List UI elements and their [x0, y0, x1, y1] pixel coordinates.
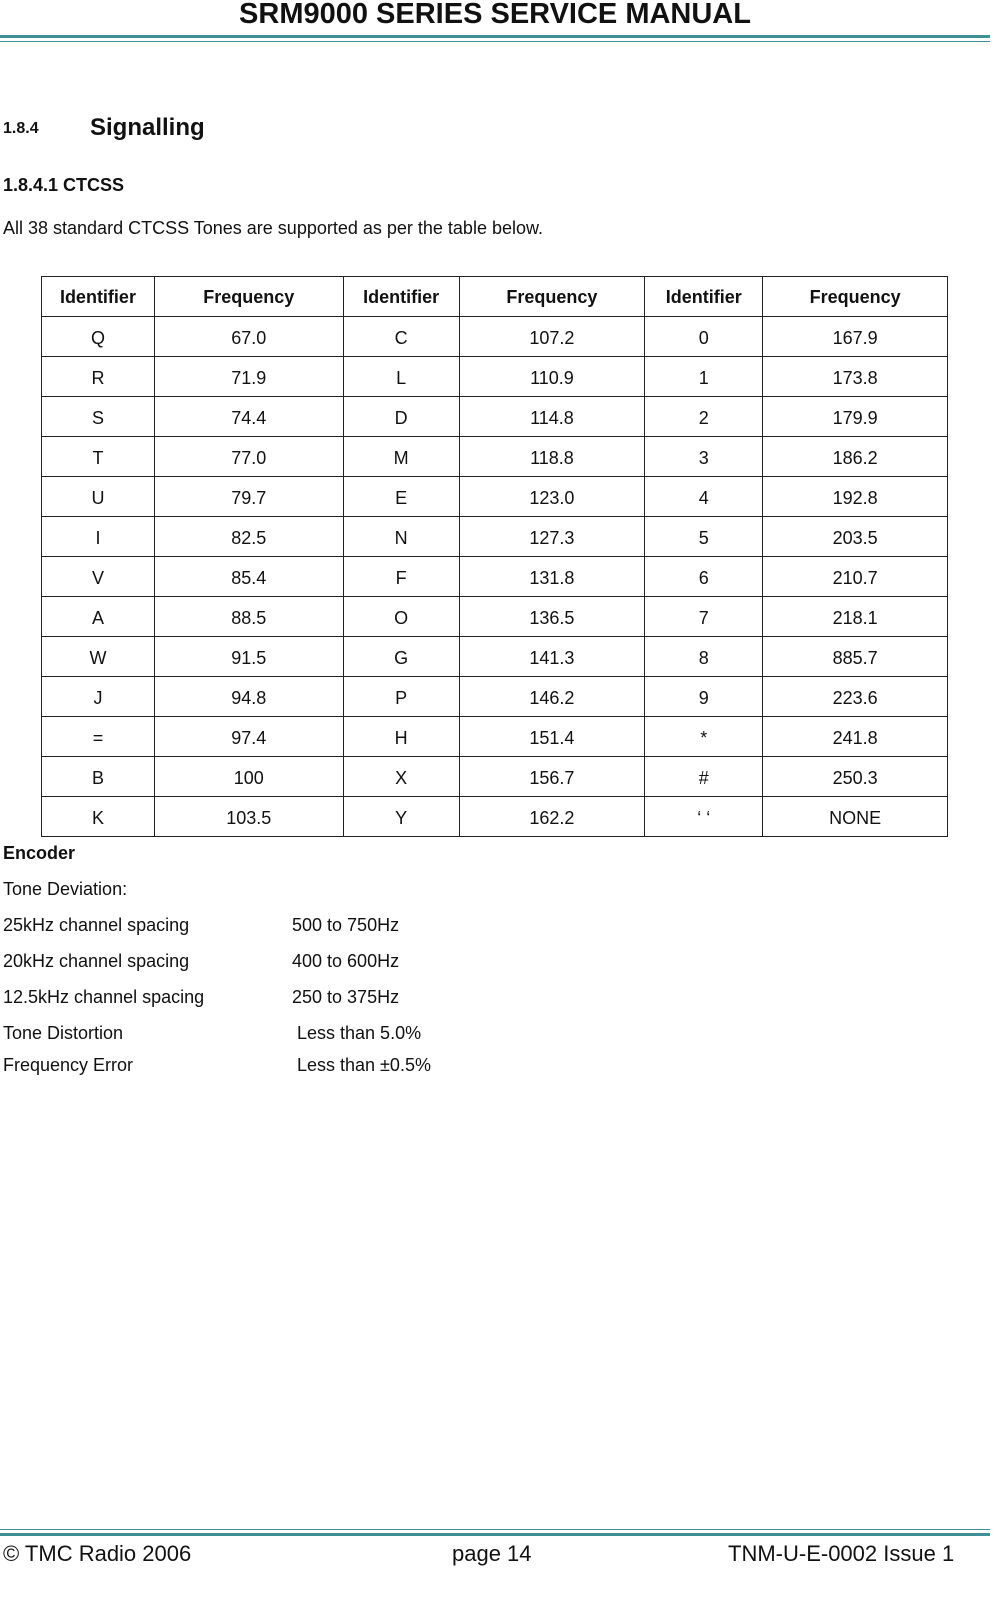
frequency-cell: 85.4	[154, 557, 343, 597]
footer-page-number: page 14	[452, 1541, 532, 1566]
identifier-cell: =	[42, 717, 155, 757]
intro-paragraph: All 38 standard CTCSS Tones are supported as per the table below.	[3, 218, 543, 238]
frequency-cell: 151.4	[459, 717, 645, 757]
frequency-cell: 146.2	[459, 677, 645, 717]
table-row	[42, 397, 948, 437]
table-row	[42, 437, 948, 477]
identifier-cell: 5	[645, 517, 763, 557]
frequency-cell: 103.5	[154, 797, 343, 837]
frequency-cell: 77.0	[154, 437, 343, 477]
identifier-cell: V	[42, 557, 155, 597]
frequency-cell: 100	[154, 757, 343, 797]
identifier-cell: H	[343, 717, 459, 757]
header-frequency: Frequency	[763, 277, 948, 317]
frequency-cell: 79.7	[154, 477, 343, 517]
identifier-cell: E	[343, 477, 459, 517]
identifier-cell: X	[343, 757, 459, 797]
table-row	[42, 637, 948, 677]
table-row	[42, 477, 948, 517]
spacing-value: 400 to 600Hz	[292, 951, 400, 971]
header-rule-thin	[0, 41, 990, 42]
frequency-cell: 186.2	[763, 437, 948, 477]
table-row	[42, 677, 948, 717]
identifier-cell: 9	[645, 677, 763, 717]
frequency-cell: 250.3	[763, 757, 948, 797]
identifier-cell: 3	[645, 437, 763, 477]
table-header-row	[42, 277, 948, 317]
frequency-cell: 118.8	[459, 437, 645, 477]
identifier-cell: D	[343, 397, 459, 437]
table-row	[42, 797, 948, 837]
frequency-error-value: Less than ±0.5%	[297, 1055, 431, 1075]
identifier-cell: F	[343, 557, 459, 597]
header-frequency: Frequency	[154, 277, 343, 317]
frequency-cell: 162.2	[459, 797, 645, 837]
frequency-cell: 210.7	[763, 557, 948, 597]
footer-document-id: TNM-U-E-0002 Issue 1	[728, 1541, 955, 1566]
tone-deviation-label: Tone Deviation:	[3, 879, 128, 899]
identifier-cell: U	[42, 477, 155, 517]
identifier-cell: *	[645, 717, 763, 757]
frequency-cell: 241.8	[763, 717, 948, 757]
section-title: Signalling	[90, 114, 205, 141]
ctcss-table	[41, 276, 948, 837]
frequency-cell: 123.0	[459, 477, 645, 517]
frequency-cell: 110.9	[459, 357, 645, 397]
table-row	[42, 317, 948, 357]
frequency-cell: 131.8	[459, 557, 645, 597]
identifier-cell: A	[42, 597, 155, 637]
frequency-cell: 136.5	[459, 597, 645, 637]
identifier-cell: N	[343, 517, 459, 557]
identifier-cell: T	[42, 437, 155, 477]
identifier-cell: L	[343, 357, 459, 397]
identifier-cell: W	[42, 637, 155, 677]
header-rule	[0, 35, 990, 38]
header-identifier: Identifier	[645, 277, 763, 317]
encoder-title: Encoder	[3, 843, 76, 863]
table-row	[42, 717, 948, 757]
header-identifier: Identifier	[42, 277, 155, 317]
identifier-cell: ‘ ‘	[645, 797, 763, 837]
frequency-cell: NONE	[763, 797, 948, 837]
identifier-cell: B	[42, 757, 155, 797]
frequency-cell: 156.7	[459, 757, 645, 797]
identifier-cell: Q	[42, 317, 155, 357]
frequency-cell: 192.8	[763, 477, 948, 517]
frequency-cell: 97.4	[154, 717, 343, 757]
identifier-cell: S	[42, 397, 155, 437]
frequency-cell: 107.2	[459, 317, 645, 357]
tone-distortion-value: Less than 5.0%	[297, 1023, 422, 1043]
identifier-cell: P	[343, 677, 459, 717]
identifier-cell: 8	[645, 637, 763, 677]
table-row	[42, 557, 948, 597]
identifier-cell: M	[343, 437, 459, 477]
frequency-cell: 88.5	[154, 597, 343, 637]
table-body	[42, 317, 948, 837]
spacing-value: 250 to 375Hz	[292, 987, 400, 1007]
frequency-cell: 94.8	[154, 677, 343, 717]
spacing-label: 25kHz channel spacing	[3, 915, 190, 935]
frequency-cell: 167.9	[763, 317, 948, 357]
identifier-cell: O	[343, 597, 459, 637]
frequency-cell: 67.0	[154, 317, 343, 357]
spacing-value: 500 to 750Hz	[292, 915, 400, 935]
frequency-cell: 141.3	[459, 637, 645, 677]
frequency-error-label: Frequency Error	[3, 1055, 134, 1075]
frequency-cell: 114.8	[459, 397, 645, 437]
identifier-cell: 4	[645, 477, 763, 517]
spacing-label: 12.5kHz channel spacing	[3, 987, 205, 1007]
identifier-cell: J	[42, 677, 155, 717]
subsection-title: 1.8.4.1 CTCSS	[3, 175, 125, 195]
identifier-cell: C	[343, 317, 459, 357]
header-identifier: Identifier	[343, 277, 459, 317]
identifier-cell: R	[42, 357, 155, 397]
frequency-cell: 179.9	[763, 397, 948, 437]
frequency-cell: 203.5	[763, 517, 948, 557]
frequency-cell: 74.4	[154, 397, 343, 437]
header-frequency: Frequency	[459, 277, 645, 317]
frequency-cell: 82.5	[154, 517, 343, 557]
frequency-cell: 127.3	[459, 517, 645, 557]
identifier-cell: 1	[645, 357, 763, 397]
frequency-cell: 173.8	[763, 357, 948, 397]
identifier-cell: G	[343, 637, 459, 677]
identifier-cell: 6	[645, 557, 763, 597]
tone-distortion-label: Tone Distortion	[3, 1023, 124, 1043]
spacing-label: 20kHz channel spacing	[3, 951, 190, 971]
document-title: SRM9000 SERIES SERVICE MANUAL	[239, 0, 751, 30]
identifier-cell: 7	[645, 597, 763, 637]
footer-rule	[0, 1533, 990, 1536]
table-row	[42, 517, 948, 557]
identifier-cell: I	[42, 517, 155, 557]
frequency-cell: 218.1	[763, 597, 948, 637]
identifier-cell: K	[42, 797, 155, 837]
identifier-cell: #	[645, 757, 763, 797]
identifier-cell: Y	[343, 797, 459, 837]
section-number: 1.8.4	[3, 120, 39, 137]
footer-rule-thin	[0, 1529, 990, 1530]
table-row	[42, 597, 948, 637]
identifier-cell: 2	[645, 397, 763, 437]
table-row	[42, 357, 948, 397]
frequency-cell: 223.6	[763, 677, 948, 717]
footer-copyright: © TMC Radio 2006	[3, 1541, 192, 1566]
identifier-cell: 0	[645, 317, 763, 357]
table-row	[42, 757, 948, 797]
frequency-cell: 71.9	[154, 357, 343, 397]
frequency-cell: 885.7	[763, 637, 948, 677]
frequency-cell: 91.5	[154, 637, 343, 677]
